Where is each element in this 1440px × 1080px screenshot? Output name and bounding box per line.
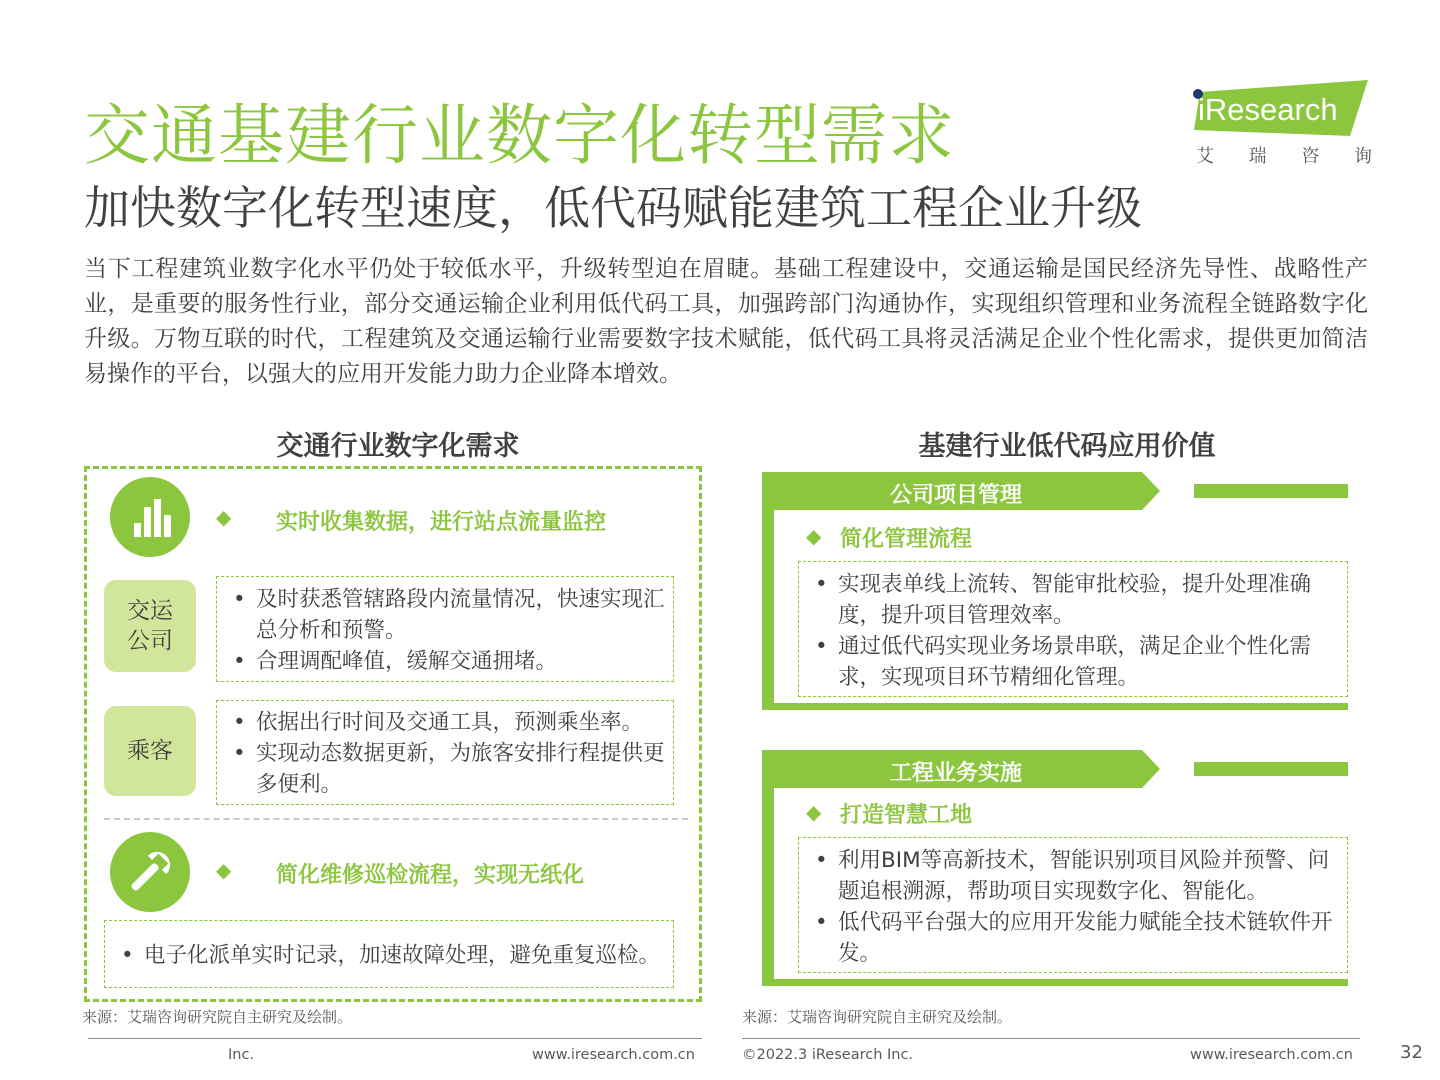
- block2-title: 简化维修巡检流程，实现无纸化: [276, 863, 585, 888]
- diamond-bullet-icon: ◆: [806, 524, 822, 548]
- group2-bullets: [229, 707, 665, 800]
- page-subtitle: 加快数字化转型速度，低代码赋能建筑工程企业升级: [84, 181, 1142, 235]
- footer-company-left: Inc.: [228, 1047, 255, 1063]
- card2-subtitle: 打造智慧工地: [840, 803, 973, 828]
- footer-line-right: [742, 1038, 1360, 1039]
- bullet-item: • 合理调配峰值，缓解交通拥堵。: [229, 646, 665, 677]
- group1-bullets: [229, 584, 665, 677]
- footer-line-left: [88, 1038, 702, 1039]
- bullet-item: • 通过低代码实现业务场景串联，满足企业个性化需求，实现项目环节精细化管理。: [811, 631, 1341, 693]
- tag-transport-company: 交运 公司: [104, 580, 196, 672]
- footer-url-right[interactable]: www.iresearch.com.cn: [1190, 1047, 1353, 1063]
- card2-title: 工程业务实施: [889, 761, 1022, 786]
- bullet-item: • 电子化派单实时记录，加速故障处理，避免重复巡检。: [117, 940, 669, 971]
- logo-char: 咨: [1301, 146, 1320, 167]
- bullet-item: • 依据出行时间及交通工具，预测乘坐率。: [229, 707, 665, 738]
- footer-copyright: ©2022.3 iResearch Inc.: [742, 1047, 914, 1063]
- card1-bullets: [811, 569, 1341, 693]
- card2-accent-bar: [1194, 762, 1348, 776]
- logo-wordmark: iResearch: [1198, 92, 1338, 127]
- card2-side-bar: [762, 788, 774, 986]
- bullet-item: • 实现动态数据更新，为旅客安排行程提供更多便利。: [229, 738, 665, 800]
- logo-chinese: [1194, 142, 1374, 168]
- group1-box: [216, 576, 674, 682]
- page-title: 交通基建行业数字化转型需求: [84, 97, 955, 174]
- card1-header: [762, 472, 1162, 510]
- tag-passenger: 乘客: [104, 706, 196, 796]
- logo-char: 艾: [1196, 146, 1214, 167]
- bullet-item: • 实现表单线上流转、智能审批校验，提升处理准确度，提升项目管理效率。: [811, 569, 1341, 631]
- card1-subtitle: 简化管理流程: [840, 527, 973, 552]
- right-source-note: 来源：艾瑞咨询研究院自主研究及绘制。: [742, 1008, 1013, 1026]
- intro-paragraph: 当下工程建筑业数字化水平仍处于较低水平，升级转型迫在眉睫。基础工程建设中，交通运输是国民经济先导性、战略性产业，是重要的服务性行业，部分交通运输企业利用低代码工具，加强跨部门沟通协作，实现组织管理和业务流程全链路数字化升级。万物互联的时代，工程建筑及交通运输行业需要数字技术赋能，低代码工具将灵活满足企业个性化需求，提供更加简洁易操作的平台，以强大的应用开发能力助力企业降本增效。: [84, 256, 1368, 387]
- iresearch-logo: [1190, 80, 1368, 136]
- logo-char: 询: [1353, 146, 1372, 167]
- group2-box: [216, 700, 674, 805]
- bar-chart-icon: [110, 477, 190, 557]
- right-section-heading: 基建行业低代码应用价值: [918, 431, 1216, 462]
- card2-bottom-bar: [762, 979, 1348, 986]
- left-source-note: 来源：艾瑞咨询研究院自主研究及绘制。: [82, 1008, 353, 1026]
- block1-title: 实时收集数据，进行站点流量监控: [276, 510, 607, 535]
- wrench-icon: [110, 832, 190, 912]
- logo-char: 瑞: [1248, 146, 1267, 167]
- bullet-item: • 利用BIM等高新技术，智能识别项目风险并预警、问题追根溯源，帮助项目实现数字化、智能化。: [811, 845, 1341, 907]
- block-divider: [104, 818, 688, 820]
- card1-accent-bar: [1194, 484, 1348, 498]
- page-number: 32: [1400, 1042, 1423, 1063]
- card2-header: [762, 750, 1162, 788]
- left-section-heading: 交通行业数字化需求: [276, 431, 520, 462]
- card2-box: [798, 837, 1348, 973]
- diamond-bullet-icon: ◆: [216, 505, 232, 529]
- card1-box: [798, 561, 1348, 697]
- diamond-bullet-icon: ◆: [216, 858, 232, 882]
- card2-bullets: [811, 845, 1341, 969]
- card1-title: 公司项目管理: [889, 483, 1022, 508]
- bullet-item: • 及时获悉管辖路段内流量情况，快速实现汇总分析和预警。: [229, 584, 665, 646]
- block2-box: [104, 920, 674, 988]
- footer-url-left[interactable]: www.iresearch.com.cn: [532, 1047, 695, 1063]
- bullet-item: • 低代码平台强大的应用开发能力赋能全技术链软件开发。: [811, 907, 1341, 969]
- block2-bullets: [117, 940, 669, 971]
- card1-side-bar: [762, 510, 774, 710]
- diamond-bullet-icon: ◆: [806, 800, 822, 824]
- card1-bottom-bar: [762, 703, 1348, 710]
